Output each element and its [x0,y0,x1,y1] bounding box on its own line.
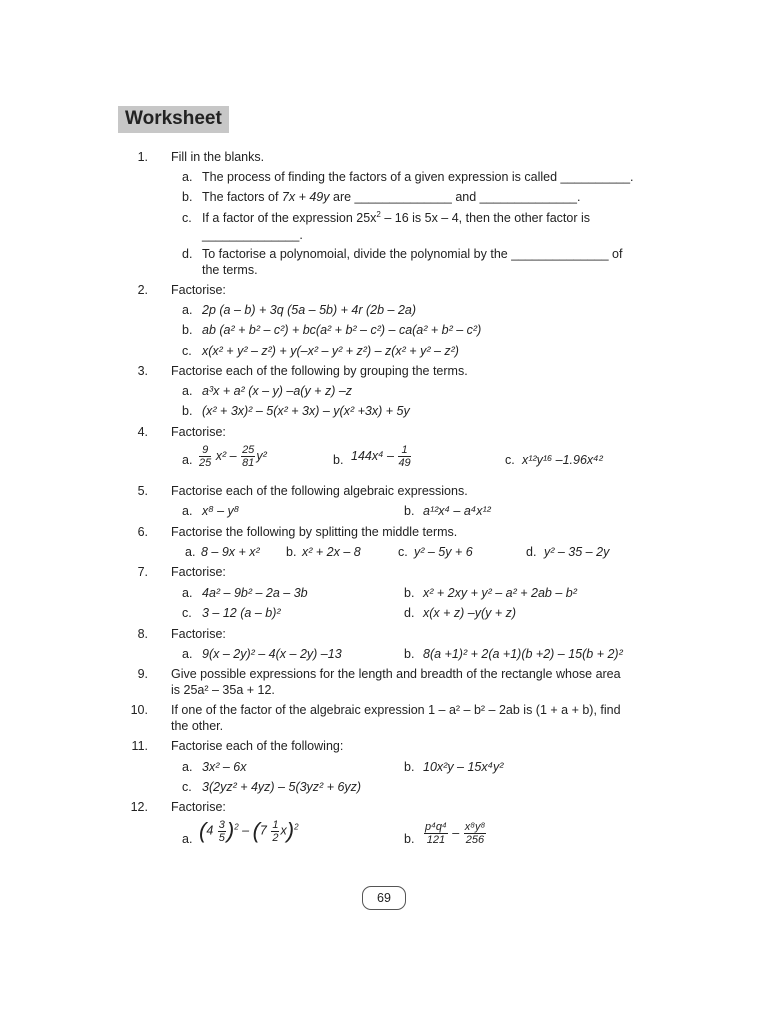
item-label: a. [182,303,193,317]
item-label: a. [182,504,193,518]
expression: ab (a² + b² – c²) + bc(a² + b² – c²) – ca(a² + b² – c²) [202,323,482,337]
expression: (x² + 3x)² – 5(x² + 3x) – y(x² +3x) + 5y [202,404,410,418]
whole-number: 4 [206,823,214,838]
expression: 4a² – 9b² – 2a – 3b [202,586,308,600]
question-number: 9. [137,667,148,681]
expression: x(x² + y² – z²) + y(–x² – y² + z²) – z(x² + y² – z²) [202,344,459,358]
numerator: 9 [199,444,211,457]
fraction [271,819,279,844]
item-label: d. [404,606,415,620]
question-number: 5. [137,484,148,498]
fraction [424,821,448,846]
denominator: 2 [272,831,279,844]
exponent: 2 [294,822,299,832]
item-label: b. [333,453,344,467]
item-label: a. [182,760,193,774]
expression: 7x + 49y [281,190,330,204]
denominator: 25 [199,457,212,469]
expression: a³x + a² (x – y) –a(y + z) –z [202,384,353,398]
term: y² [256,448,267,463]
question-text: Factorise each of the following: [171,739,344,753]
item-label: c. [182,344,192,358]
item-label: b. [182,404,193,418]
question-text: Factorise: [171,283,226,297]
expression: 10x²y – 15x⁴y² [423,760,504,774]
question-text: If one of the factor of the algebraic expression 1 – a² – b² – 2ab is (1 + a + b), find [171,703,621,717]
fill-blank: ______________. [202,228,303,242]
item-label: a. [182,586,193,600]
fraction [398,444,410,469]
question-text: Factorise: [171,800,226,814]
item-label: b. [404,504,415,518]
exponent: 2 [234,822,239,832]
question-number: 4. [137,425,148,439]
question-text: the other. [171,719,224,733]
item-label: b. [286,545,297,559]
question-text: Fill in the blanks. [171,150,265,164]
numerator: 3 [218,818,225,831]
question-text: Factorise: [171,627,226,641]
question-number: 2. [137,283,148,297]
item-text [202,190,580,204]
fraction [218,819,226,844]
item-text: If a factor of the expression $25x^2 - 16$ is 5x – 4, then the other factor is [202,210,591,225]
page-number: 69 [362,886,406,910]
denominator: 81 [242,457,255,469]
item-label: a. [182,647,193,661]
expression: 2p (a – b) + 3q (5a – 5b) + 4r (2b – 2a) [202,303,417,317]
operator: – [242,823,250,838]
numerator: 25 [242,444,255,456]
numerator: 1 [272,818,279,831]
expression [198,444,267,469]
text-fragment: are ______________ and ______________. [329,190,581,204]
question-number: 1. [137,150,148,164]
expression: x¹²y¹⁶ –1.96x⁴² [522,453,603,467]
fraction [199,444,211,469]
term: x² – [215,448,237,463]
item-label: a. [182,170,193,184]
expression: 3 – 12 (a – b)² [202,606,281,620]
text-fragment: If a factor of the expression 25x [202,211,377,225]
item-label: b. [182,323,193,337]
item-label: c. [182,211,192,225]
expression: x² + 2x – 8 [302,545,361,559]
expression: a¹²x⁴ – a⁴x¹² [423,504,491,518]
question-text: Give possible expressions for the length and breadth of the rectangle whose area [171,667,621,681]
item-label: b. [404,586,415,600]
denominator: 49 [398,457,411,469]
expression: x(x + z) –y(y + z) [423,606,517,620]
expression: 3x² – 6x [202,760,247,774]
item-label: d. [526,545,537,559]
item-label: b. [404,832,415,846]
expression: 8 – 9x + x² [201,545,260,559]
expression: 9(x – 2y)² – 4(x – 2y) –13 [202,647,342,661]
expression [423,821,487,846]
text-fragment: The factors of [202,190,282,204]
numerator: 1 [398,444,410,457]
whole-number: 7 [259,823,267,838]
item-label: a. [182,453,193,467]
question-text: is 25a² – 35a + 12. [171,683,275,697]
expression [351,444,412,469]
question-text: Factorise each of the following algebraic expressions. [171,484,468,498]
question-number: 6. [137,525,148,539]
item-label: a. [182,832,193,846]
denominator: 121 [426,834,446,846]
item-label: a. [182,384,193,398]
item-label: c. [182,606,192,620]
item-label: a. [185,545,196,559]
fraction [464,821,487,846]
question-text: Factorise: [171,425,226,439]
question-text: Factorise: [171,565,226,579]
term: 144x⁴ – [351,448,394,463]
item-label: b. [404,647,415,661]
item-label: c. [398,545,408,559]
expression: x⁸ – y⁸ [202,504,240,518]
operator: – [452,825,460,840]
question-number: 10. [130,703,148,717]
item-text: To factorise a polynomoial, divide the polynomial by the ______________ of [202,247,623,261]
numerator: x⁸y⁸ [464,821,486,833]
denominator: 5 [218,831,225,844]
expression: (4 $\frac{3}{5}$ )$^2$ – (7 $\frac{1}{2}$ x)$^2$ [199,818,299,844]
text-fragment: – 16 is 5x – 4, then the other factor is [380,211,591,225]
expression: x² + 2xy + y² – a² + 2ab – b² [423,586,577,600]
item-text: the terms. [202,263,258,277]
question-number: 8. [137,627,148,641]
item-label: c. [505,453,515,467]
question-number: 11. [131,739,148,753]
numerator: p⁴q⁴ [425,821,447,833]
question-number: 7. [137,565,148,579]
expression: 8(a +1)² + 2(a +1)(b +2) – 15(b + 2)² [423,647,623,661]
item-label: b. [182,190,193,204]
item-label: b. [404,760,415,774]
denominator: 256 [465,834,485,846]
item-label: d. [182,247,193,261]
item-label: c. [182,780,192,794]
question-number: 3. [137,364,148,378]
question-number: 12. [130,800,148,814]
item-text: The process of finding the factors of a given expression is called __________. [202,170,634,184]
question-text: Factorise each of the following by grouping the terms. [171,364,468,378]
question-text: Factorise the following by splitting the middle terms. [171,525,458,539]
expression: y² – 5y + 6 [414,545,473,559]
variable: x [280,823,287,838]
expression: y² – 35 – 2y [544,545,610,559]
worksheet-heading: Worksheet [118,106,229,133]
expression: 3(2yz² + 4yz) – 5(3yz² + 6yz) [202,780,362,794]
fraction [241,444,255,469]
